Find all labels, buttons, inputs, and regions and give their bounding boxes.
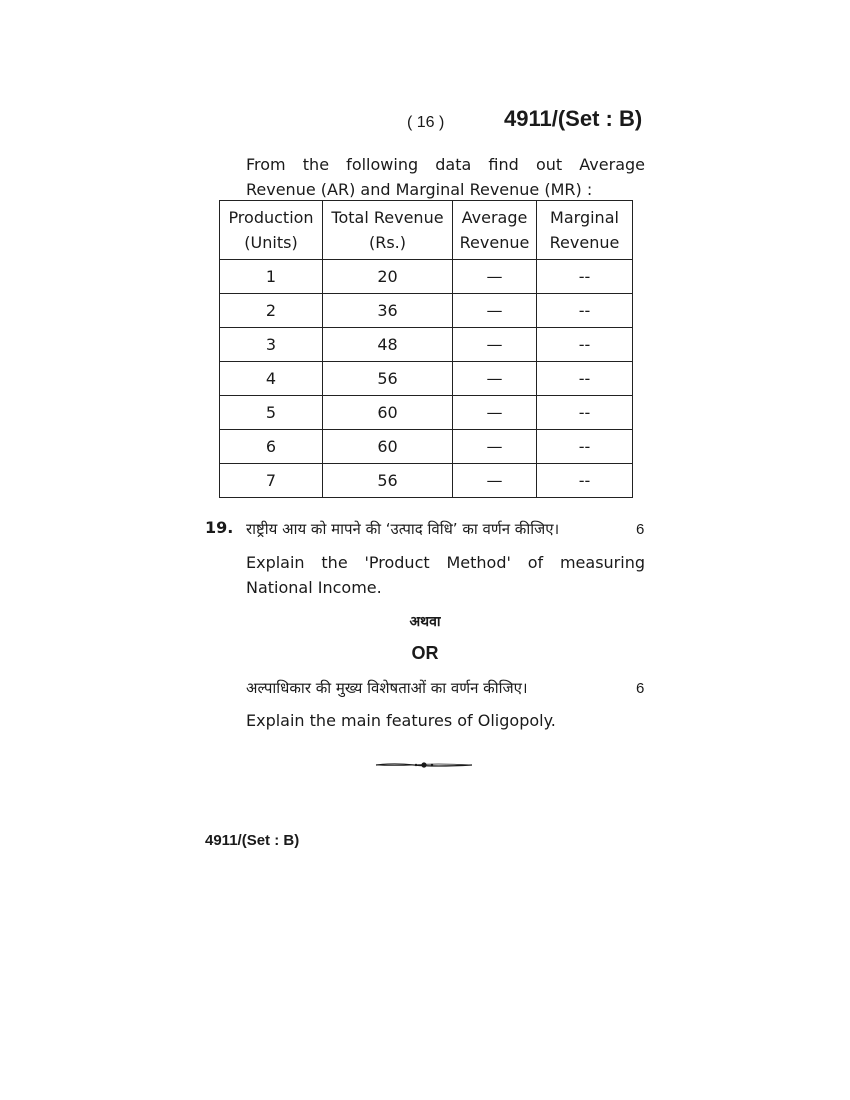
table-row: [220, 464, 633, 498]
alt-hindi-text: अल्पाधिकार की मुख्य विशेषताओं का वर्णन कीजिए।: [246, 679, 528, 697]
header-production: [220, 201, 323, 260]
cell-production: 5: [220, 396, 323, 430]
paper-code-footer: 4911/(Set : B): [205, 832, 300, 849]
table-row: [220, 328, 633, 362]
cell-production: 3: [220, 328, 323, 362]
cell-production: 6: [220, 430, 323, 464]
header-total-revenue: [323, 201, 453, 260]
cell-production: 7: [220, 464, 323, 498]
q19-english-line-2: National Income.: [246, 578, 382, 597]
cell-marginal-revenue: --: [537, 328, 633, 362]
cell-average-revenue: —: [453, 294, 537, 328]
header-average-revenue-line2: Revenue: [459, 233, 530, 252]
cell-average-revenue: —: [453, 430, 537, 464]
cell-marginal-revenue: --: [537, 396, 633, 430]
end-ornament-icon: [374, 758, 474, 772]
cell-total-revenue: 56: [323, 362, 453, 396]
cell-production: 4: [220, 362, 323, 396]
cell-total-revenue: 60: [323, 396, 453, 430]
q19-marks: 6: [636, 521, 645, 538]
q19-hindi-text: राष्ट्रीय आय को मापने की ‘उत्पाद विधि’ का वर्णन कीजिए।: [246, 520, 560, 538]
cell-average-revenue: —: [453, 260, 537, 294]
q19-english-line-1: Explain the 'Product Method' of measuring: [246, 553, 645, 572]
header-marginal-revenue-line1: Marginal: [550, 208, 619, 227]
table-row: [220, 260, 633, 294]
cell-marginal-revenue: --: [537, 430, 633, 464]
separator-or: OR: [411, 643, 439, 663]
header-production-line2: (Units): [244, 233, 298, 252]
cell-total-revenue: 20: [323, 260, 453, 294]
cell-production: 1: [220, 260, 323, 294]
header-production-line1: Production: [228, 208, 314, 227]
header-total-revenue-line1: Total Revenue: [331, 208, 444, 227]
cell-production: 2: [220, 294, 323, 328]
cell-marginal-revenue: --: [537, 260, 633, 294]
cell-marginal-revenue: --: [537, 294, 633, 328]
cell-total-revenue: 60: [323, 430, 453, 464]
cell-average-revenue: —: [453, 328, 537, 362]
header-average-revenue: [453, 201, 537, 260]
cell-marginal-revenue: --: [537, 362, 633, 396]
page-number: ( 16 ): [407, 114, 445, 131]
alt-marks: 6: [636, 680, 645, 697]
question-number-19: 19.: [205, 518, 234, 537]
cell-total-revenue: 56: [323, 464, 453, 498]
cell-total-revenue: 36: [323, 294, 453, 328]
cell-total-revenue: 48: [323, 328, 453, 362]
cell-average-revenue: —: [453, 464, 537, 498]
revenue-table: [219, 200, 633, 498]
paper-code-header: 4911/(Set : B): [504, 106, 643, 131]
cell-average-revenue: —: [453, 362, 537, 396]
header-average-revenue-line1: Average: [461, 208, 528, 227]
cell-average-revenue: —: [453, 396, 537, 430]
table-row: [220, 396, 633, 430]
table-row: [220, 362, 633, 396]
table-header-row: [220, 201, 633, 260]
question-intro-line-1: From the following data find out Average: [246, 155, 645, 174]
question-intro-line-2: Revenue (AR) and Marginal Revenue (MR) :: [246, 180, 593, 199]
alt-english-text: Explain the main features of Oligopoly.: [246, 711, 556, 730]
cell-marginal-revenue: --: [537, 464, 633, 498]
table-row: [220, 294, 633, 328]
header-total-revenue-line2: (Rs.): [368, 233, 407, 252]
header-marginal-revenue-line2: Revenue: [549, 233, 620, 252]
separator-athava: अथवा: [409, 614, 441, 630]
header-marginal-revenue: [537, 201, 633, 260]
table-row: [220, 430, 633, 464]
